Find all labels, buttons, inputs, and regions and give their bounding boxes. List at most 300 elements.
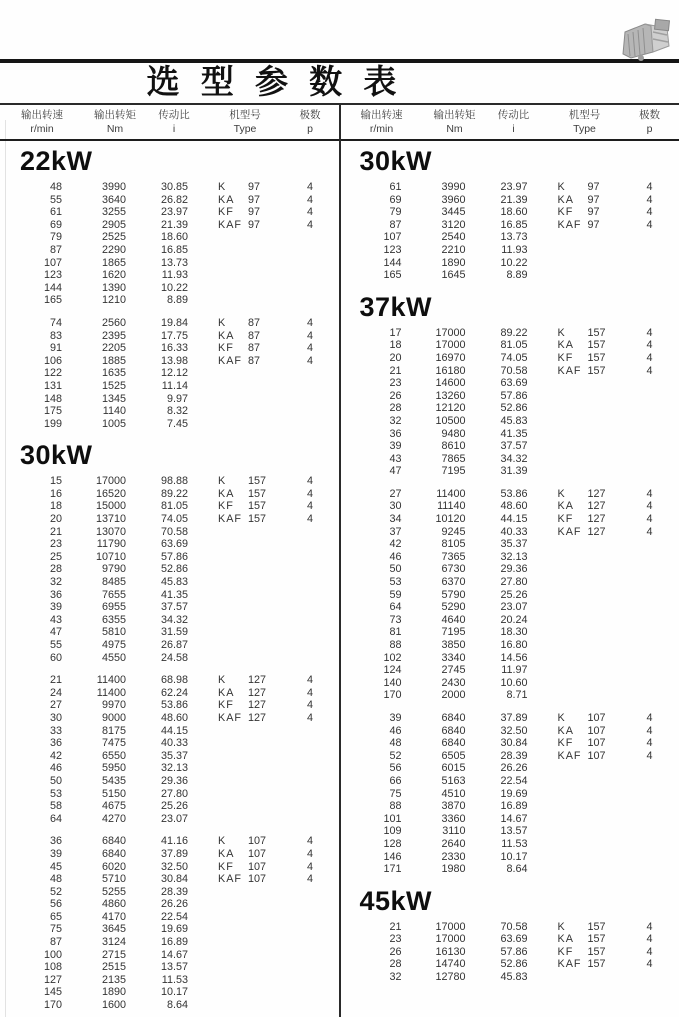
cell-output-speed: 26 (389, 945, 402, 958)
cell-model-type (218, 538, 248, 551)
cell-model-size: 127 (248, 686, 267, 699)
section-title: 22kW (20, 146, 93, 176)
cell-ratio: 35.37 (160, 749, 188, 762)
cell-ratio: 8.71 (506, 689, 528, 702)
cell-output-torque: 17000 (435, 920, 466, 933)
cell-ratio: 52.86 (160, 563, 188, 576)
cell-ratio: 45.83 (160, 576, 188, 589)
cell-poles (300, 231, 320, 244)
table-row (0, 652, 340, 665)
cell-poles (640, 971, 660, 984)
table-row (340, 181, 679, 194)
cell-model-size (248, 601, 282, 614)
table-row (340, 933, 679, 946)
cell-output-torque: 3850 (441, 639, 466, 651)
table-row (340, 601, 679, 614)
table-row (340, 526, 679, 539)
cell-poles (640, 269, 660, 282)
cell-poles (640, 825, 660, 838)
cell-model-type (218, 961, 248, 974)
cell-model-type: K (218, 835, 227, 848)
cell-model-size (248, 800, 282, 813)
cell-model-size (588, 563, 622, 576)
table-row (340, 257, 679, 270)
cell-output-speed: 64 (389, 601, 402, 614)
cell-poles (640, 775, 660, 788)
cell-output-torque: 3960 (441, 193, 466, 206)
cell-model-type (558, 971, 588, 984)
cell-output-speed: 55 (49, 639, 62, 651)
table-row (0, 712, 340, 725)
cell-model-size (248, 257, 282, 270)
cell-output-torque: 17000 (435, 339, 466, 352)
cell-poles (640, 813, 660, 826)
table-row (340, 576, 679, 589)
cell-model-size (248, 405, 282, 418)
cell-model-size: 107 (587, 711, 606, 724)
table-row (0, 576, 340, 589)
cell-output-torque: 1890 (101, 986, 126, 999)
cell-ratio: 40.33 (160, 737, 188, 750)
cell-poles (300, 367, 320, 380)
cell-model-type (558, 800, 588, 813)
cell-model-type (558, 664, 588, 677)
cell-model-size (588, 851, 622, 864)
cell-poles (640, 863, 660, 876)
cell-ratio: 10.17 (500, 850, 528, 863)
cell-model-type (558, 775, 588, 788)
cell-model-type (218, 898, 248, 911)
cell-ratio: 29.36 (160, 774, 188, 787)
cell-output-torque: 16970 (435, 351, 466, 364)
cell-poles: 4 (306, 181, 313, 193)
cell-output-speed: 32 (389, 971, 402, 984)
cell-ratio: 19.69 (500, 787, 528, 800)
cell-output-torque: 5790 (441, 588, 466, 601)
table-row (340, 219, 679, 232)
table-row (340, 500, 679, 513)
cell-model-type: KAF (557, 525, 582, 538)
table-row (0, 563, 340, 576)
cell-ratio: 70.58 (160, 525, 188, 538)
cell-output-speed: 37 (389, 525, 402, 538)
cell-model-type (218, 639, 248, 652)
cell-output-torque: 6840 (441, 737, 466, 750)
cell-ratio: 89.22 (160, 487, 188, 500)
cell-output-torque: 3445 (441, 206, 466, 219)
cell-model-type: K (218, 674, 227, 687)
cell-model-size (248, 737, 282, 750)
cell-poles (300, 244, 320, 257)
cell-ratio: 7.45 (166, 417, 188, 430)
table-row (340, 465, 679, 478)
cell-ratio: 19.69 (160, 923, 188, 936)
cell-output-speed: 28 (49, 563, 62, 576)
cell-output-torque: 6840 (101, 835, 126, 848)
cell-model-type (218, 936, 248, 949)
cell-output-speed: 52 (389, 749, 402, 762)
cell-output-speed: 199 (43, 417, 62, 430)
cell-model-size: 107 (248, 860, 267, 873)
cell-poles (300, 614, 320, 627)
cell-poles (300, 380, 320, 393)
cell-output-speed: 69 (49, 218, 62, 231)
cell-ratio: 24.58 (160, 651, 188, 664)
cell-output-torque: 6505 (441, 749, 466, 762)
cell-model-size (248, 911, 282, 924)
cell-output-torque: 6015 (441, 762, 466, 775)
cell-poles: 4 (646, 181, 653, 193)
table-row (0, 317, 340, 330)
cell-output-speed: 47 (389, 465, 402, 478)
cell-output-speed: 46 (49, 762, 62, 775)
table-row (340, 563, 679, 576)
cell-ratio: 48.60 (500, 500, 528, 513)
cell-ratio: 37.57 (160, 601, 188, 614)
cell-ratio: 14.56 (500, 651, 528, 664)
table-row (0, 500, 340, 513)
table-row (340, 775, 679, 788)
table-row (340, 712, 679, 725)
cell-model-size (588, 788, 622, 801)
table-row (340, 762, 679, 775)
cell-model-size: 107 (248, 835, 267, 848)
cell-model-type (558, 639, 588, 652)
table-row (0, 282, 340, 295)
cell-output-torque: 7865 (441, 452, 466, 465)
cell-output-torque: 1210 (101, 294, 126, 307)
cell-ratio: 23.07 (500, 601, 528, 614)
table-row (340, 838, 679, 851)
table-row (0, 475, 340, 488)
cell-model-type (558, 863, 588, 876)
cell-model-size (248, 652, 282, 665)
cell-poles (640, 231, 660, 244)
cell-model-type: KA (218, 193, 235, 206)
cell-output-speed: 60 (49, 651, 62, 664)
cell-model-size: 97 (587, 218, 600, 231)
cell-model-type (218, 601, 248, 614)
cell-output-speed: 23 (389, 377, 402, 390)
cell-ratio: 18.30 (500, 626, 528, 639)
cell-ratio: 40.33 (500, 525, 528, 538)
cell-output-torque: 1635 (101, 367, 126, 380)
table-row (0, 848, 340, 861)
cell-output-speed: 91 (49, 342, 62, 355)
cell-model-type (558, 838, 588, 851)
table-row (340, 750, 679, 763)
cell-model-type: KF (218, 342, 234, 355)
cell-model-size (588, 677, 622, 690)
cell-model-size: 157 (248, 487, 267, 500)
table-row (0, 219, 340, 232)
section-title: 45kW (359, 885, 433, 916)
cell-model-type (558, 626, 588, 639)
cell-model-type (218, 974, 248, 987)
cell-output-speed: 48 (49, 181, 62, 193)
cell-model-size (248, 949, 282, 962)
cell-output-torque: 3990 (101, 181, 126, 193)
cell-model-type: K (557, 326, 566, 339)
cell-output-speed: 123 (43, 269, 62, 282)
cell-output-speed: 46 (389, 550, 402, 563)
cell-ratio: 20.24 (500, 613, 528, 626)
cell-poles (300, 949, 320, 962)
cell-output-torque: 5150 (101, 787, 126, 800)
cell-ratio: 32.13 (160, 762, 188, 775)
cell-poles: 4 (306, 316, 313, 329)
header-output-speed: 输出转速 r/min (360, 109, 403, 135)
cell-poles (640, 652, 660, 665)
cell-poles: 4 (306, 873, 313, 886)
cell-ratio: 8.64 (166, 999, 188, 1012)
cell-output-torque: 17000 (95, 475, 126, 488)
cell-ratio: 9.97 (166, 392, 188, 405)
cell-ratio: 16.89 (160, 936, 188, 949)
cell-model-type (218, 563, 248, 576)
cell-output-torque: 1600 (101, 999, 126, 1012)
cell-output-torque: 5163 (441, 774, 466, 787)
cell-poles (640, 639, 660, 652)
header-model-type: 机型号 Type (568, 109, 601, 135)
cell-model-size (588, 269, 622, 282)
cell-output-torque: 4510 (441, 787, 466, 800)
cell-model-size: 127 (248, 711, 267, 724)
cell-output-torque: 2640 (441, 837, 466, 850)
cell-output-torque: 2525 (101, 231, 126, 244)
cell-ratio: 25.26 (500, 588, 528, 601)
table-row (340, 614, 679, 627)
cell-poles (300, 788, 320, 801)
cell-model-type: KA (557, 339, 574, 352)
gearmotor-icon (615, 12, 675, 64)
cell-model-type: KAF (557, 218, 582, 231)
cell-output-torque: 11400 (436, 487, 466, 500)
cell-model-type: K (557, 181, 566, 193)
table-row (0, 775, 340, 788)
cell-output-torque: 17000 (435, 326, 466, 339)
cell-output-speed: 109 (383, 825, 402, 838)
cell-poles (300, 563, 320, 576)
cell-output-speed: 48 (49, 873, 62, 886)
cell-output-speed: 81 (389, 626, 402, 639)
header-model-type: 机型号 Type (229, 109, 261, 135)
cell-output-torque: 1005 (101, 417, 126, 430)
cell-poles (640, 377, 660, 390)
cell-output-speed: 21 (389, 364, 402, 377)
cell-output-torque: 5950 (101, 762, 126, 775)
cell-output-speed: 47 (49, 626, 62, 639)
table-row (0, 380, 340, 393)
table-row (0, 949, 340, 962)
cell-ratio: 25.26 (160, 800, 188, 813)
cell-poles (300, 762, 320, 775)
cell-model-type: KF (557, 945, 574, 958)
cell-ratio: 14.67 (500, 812, 528, 825)
cell-poles (640, 465, 660, 478)
cell-poles (640, 664, 660, 677)
table-row (0, 294, 340, 307)
cell-ratio: 45.83 (500, 971, 528, 984)
cell-poles: 4 (646, 339, 653, 352)
cell-model-size (588, 639, 622, 652)
cell-output-speed: 39 (389, 711, 402, 724)
cell-poles (300, 800, 320, 813)
cell-model-type (558, 689, 588, 702)
table-row (340, 390, 679, 403)
header-ratio: 传动比 i (497, 109, 530, 135)
table-row (0, 737, 340, 750)
ratio-block (340, 712, 679, 876)
ratio-block (0, 674, 340, 825)
cell-model-size (248, 380, 282, 393)
cell-model-size (588, 428, 622, 441)
cell-model-type (218, 949, 248, 962)
cell-ratio: 13.57 (160, 961, 188, 974)
cell-output-torque: 6840 (441, 724, 466, 737)
cell-model-type (558, 677, 588, 690)
cell-poles (300, 626, 320, 639)
cell-poles: 4 (646, 958, 653, 971)
table-row (340, 652, 679, 665)
cell-model-size (248, 367, 282, 380)
cell-output-torque: 1645 (441, 269, 466, 282)
cell-ratio: 11.14 (161, 379, 188, 392)
cell-output-torque: 10710 (95, 550, 126, 563)
cell-poles (300, 393, 320, 406)
cell-output-torque: 16180 (435, 364, 466, 377)
cell-ratio: 26.87 (160, 639, 188, 651)
table-row (340, 677, 679, 690)
cell-output-torque: 2905 (101, 218, 126, 231)
cell-poles (640, 257, 660, 270)
cell-ratio: 28.39 (500, 749, 528, 762)
cell-model-size (588, 402, 622, 415)
cell-model-size (588, 863, 622, 876)
cell-output-torque: 3870 (441, 800, 466, 813)
cell-model-size: 157 (587, 364, 606, 377)
cell-model-type: K (557, 711, 566, 724)
cell-ratio: 45.83 (500, 414, 528, 427)
cell-ratio: 70.58 (500, 364, 528, 377)
cell-ratio: 28.39 (160, 885, 188, 898)
cell-poles (640, 762, 660, 775)
cell-output-speed: 24 (49, 686, 62, 699)
cell-output-torque: 6370 (441, 576, 466, 589)
cell-output-torque: 11790 (96, 538, 126, 551)
ratio-block (340, 181, 679, 282)
cell-model-type: KAF (218, 873, 242, 886)
cell-poles: 4 (306, 218, 313, 231)
cell-poles (640, 601, 660, 614)
cell-poles (640, 563, 660, 576)
cell-output-speed: 124 (383, 664, 402, 677)
cell-model-type: K (557, 920, 566, 933)
cell-model-type (218, 551, 248, 564)
cell-output-speed: 65 (49, 910, 62, 923)
cell-output-torque: 4860 (101, 898, 126, 911)
cell-model-size: 157 (587, 326, 606, 339)
cell-model-size: 97 (248, 218, 261, 231)
cell-ratio: 30.85 (160, 181, 188, 193)
cell-output-torque: 3990 (441, 181, 466, 193)
cell-output-speed: 27 (49, 699, 62, 712)
cell-model-type (558, 614, 588, 627)
cell-output-speed: 32 (389, 414, 402, 427)
cell-model-type (218, 923, 248, 936)
cell-output-speed: 69 (389, 193, 402, 206)
cell-poles: 4 (646, 364, 653, 377)
cell-output-speed: 79 (389, 206, 402, 219)
table-row (0, 699, 340, 712)
cell-model-type (218, 589, 248, 602)
table-row (0, 813, 340, 826)
cell-poles (640, 589, 660, 602)
table-row (0, 886, 340, 899)
cell-poles (300, 601, 320, 614)
cell-output-torque: 7365 (441, 550, 466, 563)
cell-output-speed: 170 (43, 999, 62, 1012)
cell-poles (640, 244, 660, 257)
cell-ratio: 57.86 (500, 389, 528, 402)
cell-poles (640, 838, 660, 851)
cell-poles: 4 (306, 711, 313, 724)
cell-output-torque: 5710 (101, 873, 126, 886)
cell-poles (640, 626, 660, 639)
cell-ratio: 8.89 (166, 294, 188, 307)
table-row (0, 257, 340, 270)
cell-model-size (248, 231, 282, 244)
table-row (0, 405, 340, 418)
cell-ratio: 98.88 (160, 475, 188, 488)
cell-poles (640, 689, 660, 702)
cell-ratio: 30.84 (500, 737, 528, 750)
cell-poles (300, 886, 320, 899)
cell-model-type (558, 257, 588, 270)
cell-model-size (248, 576, 282, 589)
cell-poles (640, 440, 660, 453)
cell-output-speed: 175 (43, 405, 62, 418)
cell-poles (640, 453, 660, 466)
cell-output-torque: 16130 (435, 945, 466, 958)
cell-model-size (588, 838, 622, 851)
cell-poles (300, 974, 320, 987)
cell-model-size (588, 231, 622, 244)
cell-model-size (248, 898, 282, 911)
cell-model-size (588, 440, 622, 453)
cell-ratio: 52.86 (500, 958, 528, 971)
cell-ratio: 11.97 (501, 664, 528, 677)
cell-output-speed: 170 (383, 689, 402, 702)
cell-model-size (588, 377, 622, 390)
cell-output-torque: 1885 (101, 354, 126, 367)
cell-ratio: 14.67 (160, 948, 188, 961)
cell-output-speed: 61 (49, 206, 62, 219)
cell-output-speed: 28 (389, 402, 402, 415)
cell-ratio: 34.32 (500, 452, 528, 465)
cell-model-size: 127 (248, 699, 267, 712)
table-row (0, 589, 340, 602)
cell-poles: 4 (646, 737, 653, 750)
cell-poles (300, 551, 320, 564)
cell-output-speed: 75 (389, 787, 402, 800)
cell-poles: 4 (306, 475, 313, 488)
cell-ratio: 8.89 (506, 269, 528, 282)
cell-output-torque: 8105 (441, 538, 466, 551)
table-row (0, 999, 340, 1012)
cell-ratio: 13.73 (160, 256, 188, 269)
cell-model-type (218, 231, 248, 244)
